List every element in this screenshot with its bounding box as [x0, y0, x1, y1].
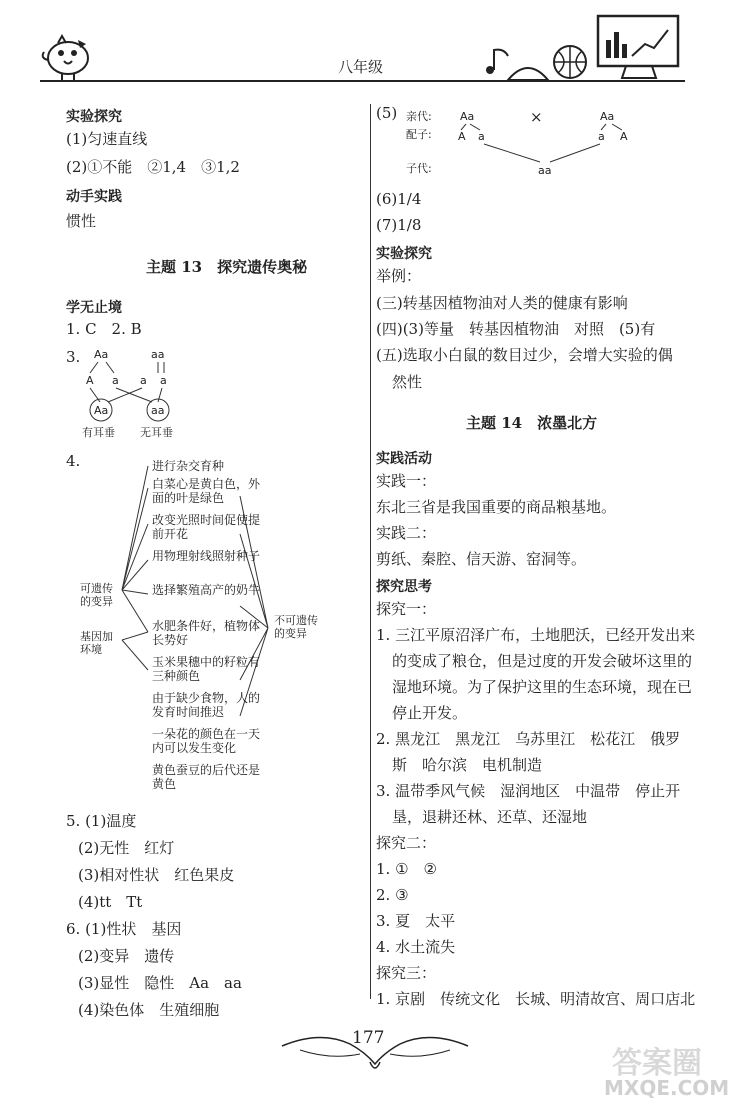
- answer-line: (2)无性 红灯: [78, 839, 175, 857]
- parent-genotype: Aa: [94, 348, 109, 361]
- answer-line: (4)tt Tt: [78, 893, 143, 911]
- section-title: 实验探究: [66, 109, 122, 125]
- category-inheritable: 可遗传 的变异: [80, 582, 113, 608]
- answer-line: 2. ③: [376, 886, 409, 904]
- answer-line: (3)相对性状 红色果皮: [78, 866, 235, 884]
- answer-line: (四)(3)等量 转基因植物油 对照 (5)有: [376, 320, 656, 338]
- offspring-genotype: aa: [538, 164, 552, 177]
- answer-line: 1. ① ②: [376, 860, 437, 878]
- answer-line: (2)①不能 ②1,4 ③1,2: [66, 158, 240, 176]
- parents-label: 亲代:: [406, 110, 432, 123]
- variation-item: 用物理射线照射种子: [152, 549, 261, 563]
- cross-symbol: ×: [530, 108, 543, 126]
- answer-line: 的变成了粮仓，但是过度的开发会破坏这里的: [392, 652, 693, 670]
- topic-heading: 主题 14 浓墨北方: [466, 414, 598, 432]
- gamete: a: [478, 130, 485, 143]
- topic-heading: 主题 13 探究遗传奥秘: [146, 258, 308, 276]
- answer-line: (7)1/8: [376, 216, 422, 234]
- parent-genotype: aa: [151, 348, 165, 361]
- answer-line: 探究一：: [376, 600, 437, 618]
- answer-line: (3)显性 隐性 Aa aa: [78, 974, 242, 992]
- answer-line: 剪纸、秦腔、信天游、窑洞等。: [376, 550, 587, 568]
- page-number: 177: [352, 1028, 385, 1048]
- gamete: a: [140, 374, 147, 387]
- variation-item: 水肥条件好，植物体长势好: [152, 619, 261, 647]
- variation-item: 进行杂交育种: [152, 459, 225, 473]
- category-gene-environment: 基因加 环境: [80, 630, 113, 656]
- answer-line: 探究三：: [376, 964, 437, 982]
- answer-line: 斯 哈尔滨 电机制造: [392, 756, 543, 774]
- phenotype-label: 有耳垂: [82, 426, 115, 439]
- variation-item: 改变光照时间促使提前开花: [152, 513, 261, 541]
- answer-line: 停止开发。: [392, 704, 468, 722]
- answer-line: 然性: [392, 373, 423, 391]
- answer-line: 4. 水土流失: [376, 938, 456, 956]
- answer-line: 惯性: [66, 212, 97, 230]
- answer-line: 1. C 2. B: [66, 320, 142, 338]
- answer-line: 5. (1)温度: [66, 812, 137, 830]
- phenotype-label: 无耳垂: [140, 426, 173, 439]
- parent-genotype: Aa: [460, 110, 475, 123]
- section-title: 实践活动: [376, 451, 432, 467]
- offspring-genotype: aa: [151, 404, 165, 417]
- gamete: a: [160, 374, 167, 387]
- answer-line: 3. 夏 太平: [376, 912, 456, 930]
- question-number: 3.: [66, 348, 81, 366]
- gamete: A: [620, 130, 628, 143]
- answer-line: (6)1/4: [376, 190, 422, 208]
- variation-item: 由于缺少食物，人的发育时间推迟: [152, 691, 261, 719]
- answer-line: 垦，退耕还林、还草、还湿地: [392, 808, 588, 826]
- answer-line: (4)染色体 生殖细胞: [78, 1001, 220, 1019]
- gamete: a: [598, 130, 605, 143]
- answer-line: 6. (1)性状 基因: [66, 920, 182, 938]
- offspring-label: 子代:: [406, 162, 432, 175]
- question-number: (5): [376, 104, 398, 122]
- answer-line: 1. 三江平原沼泽广布，土地肥沃，已经开发出来: [376, 626, 696, 644]
- answer-line: 实践二：: [376, 524, 437, 542]
- answer-line: 湿地环境。为了保护这里的生态环境，现在已: [392, 678, 693, 696]
- watermark-logo: 答案圈: [612, 1046, 702, 1081]
- answer-line: 探究二：: [376, 834, 437, 852]
- offspring-genotype: Aa: [94, 404, 109, 417]
- gametes-label: 配子:: [406, 128, 432, 141]
- answer-line: 1. 京剧 传统文化 长城、明清故宫、周口店北: [376, 990, 696, 1008]
- answer-line: 东北三省是我国重要的商品粮基地。: [376, 498, 617, 516]
- section-title: 实验探究: [376, 246, 432, 262]
- answer-line: (2)变异 遗传: [78, 947, 175, 965]
- question-number: 4.: [66, 452, 81, 470]
- variation-item: 白菜心是黄白色，外面的叶是绿色: [152, 477, 261, 505]
- parent-genotype: Aa: [600, 110, 615, 123]
- variation-item: 黄色蚕豆的后代还是黄色: [152, 763, 261, 791]
- answer-line: 举例：: [376, 267, 422, 285]
- answer-line: (三)转基因植物油对人类的健康有影响: [376, 294, 628, 312]
- answer-line: 3. 温带季风气候 湿润地区 中温带 停止开: [376, 782, 681, 800]
- watermark-text: MXQE.COM: [604, 1076, 730, 1100]
- grade-label: 八年级: [338, 58, 384, 76]
- answer-line: 实践一：: [376, 472, 437, 490]
- category-non-inheritable: 不可遗传 的变异: [274, 614, 318, 640]
- variation-item: 选择繁殖高产的奶牛: [152, 583, 261, 597]
- variation-item: 玉米果穗中的籽粒有三种颜色: [152, 655, 261, 683]
- gamete: a: [112, 374, 119, 387]
- variation-item: 一朵花的颜色在一天内可以发生变化: [152, 727, 261, 755]
- gamete: A: [86, 374, 94, 387]
- section-title: 探究思考: [376, 579, 432, 595]
- answer-line: (1)匀速直线: [66, 130, 148, 148]
- section-title: 学无止境: [66, 300, 122, 316]
- gamete: A: [458, 130, 466, 143]
- answer-line: 2. 黑龙江 黑龙江 乌苏里江 松花江 俄罗: [376, 730, 681, 748]
- answer-line: (五)选取小白鼠的数目过少，会增大实验的偶: [376, 346, 673, 364]
- section-title: 动手实践: [66, 189, 122, 205]
